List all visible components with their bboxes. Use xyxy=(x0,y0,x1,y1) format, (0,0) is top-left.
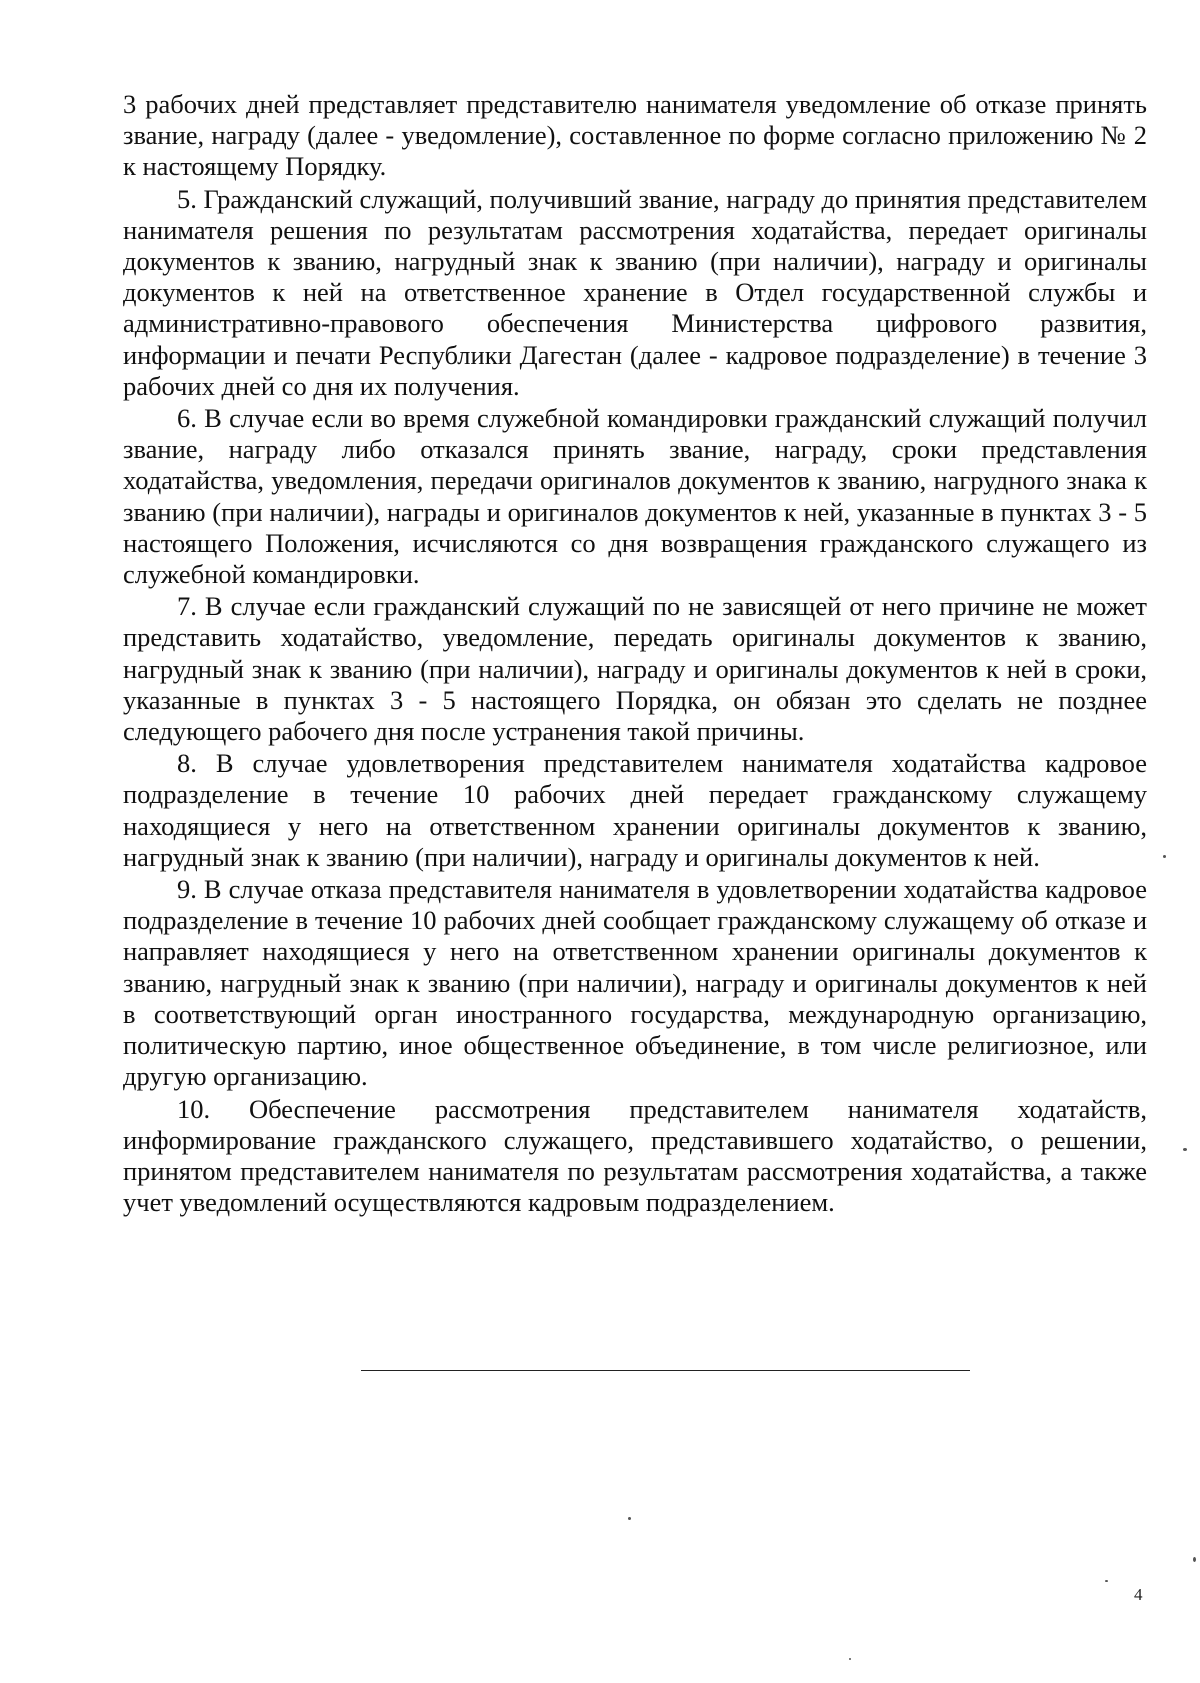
scan-speck xyxy=(1163,855,1166,858)
scan-speck xyxy=(1183,1148,1187,1151)
paragraph-continuation: 3 рабочих дней представляет представителю нанимателя уведомление об отказе принять звание, награду (далее - уведомление), составленное по форме согласно приложению № 2 к настоящему Порядку. xyxy=(123,89,1147,182)
end-of-document-rule xyxy=(361,1370,970,1371)
scan-speck xyxy=(1193,1557,1196,1562)
paragraph-7: 7. В случае если гражданский служащий по не зависящей от него причине не может представить ходатайство, уведомление, передать оригиналы документов к званию, нагрудный знак к званию (при наличии), награду и оригиналы документов к ней в сроки, указанные в пунктах 3 - 5 настоящего Порядка, он обязан это сделать не позднее следующего рабочего дня после устранения такой причины. xyxy=(123,591,1147,747)
paragraph-10: 10. Обеспечение рассмотрения представителем нанимателя ходатайств, информирование гражданского служащего, представившего ходатайство, о решении, принятом представителем нанимателя по результатам рассмотрения ходатайства, а также учет уведомлений осуществляются кадровым подразделением. xyxy=(123,1093,1147,1218)
scan-speck xyxy=(1105,1580,1108,1582)
page-number: 4 xyxy=(1134,1585,1143,1604)
scan-speck xyxy=(628,1517,631,1520)
scan-speck xyxy=(849,1658,851,1660)
paragraph-5: 5. Гражданский служащий, получивший звание, награду до принятия представителем нанимателя решения по результатам рассмотрения ходатайства, передает оригиналы документов к званию, нагрудный знак к званию (при наличии), награду и оригиналы документов к ней на ответственное хранение в Отдел государственной службы и административно-правового обеспечения Министерства цифрового развития, информации и печати Республики Дагестан (далее - кадровое подразделение) в течение 3 рабочих дней со дня их получения. xyxy=(123,183,1147,401)
document-body xyxy=(123,89,1147,1219)
paragraph-6: 6. В случае если во время служебной командировки гражданский служащий получил звание, награду либо отказался принять звание, награду, сроки представления ходатайства, уведомления, передачи оригиналов документов к званию, нагрудного знака к званию (при наличии), награды и оригиналов документов к ней, указанные в пунктах 3 - 5 настоящего Положения, исчисляются со дня возвращения гражданского служащего из служебной командировки. xyxy=(123,403,1147,590)
paragraph-8: 8. В случае удовлетворения представителем нанимателя ходатайства кадровое подразделение в течение 10 рабочих дней передает гражданскому служащему находящиеся у него на ответственном хранении оригиналы документов к званию, нагрудный знак к званию (при наличии), награду и оригиналы документов к ней. xyxy=(123,748,1147,872)
paragraph-9: 9. В случае отказа представителя нанимателя в удовлетворении ходатайства кадровое подразделение в течение 10 рабочих дней сообщает гражданскому служащему об отказе и направляет находящиеся у него на ответственном хранении оригиналы документов к званию, нагрудный знак к званию (при наличии), награду и оригиналы документов к ней в соответствующий орган иностранного государства, международную организацию, политическую партию, иное общественное объединение, в том числе религиозное, или другую организацию. xyxy=(123,874,1147,1092)
